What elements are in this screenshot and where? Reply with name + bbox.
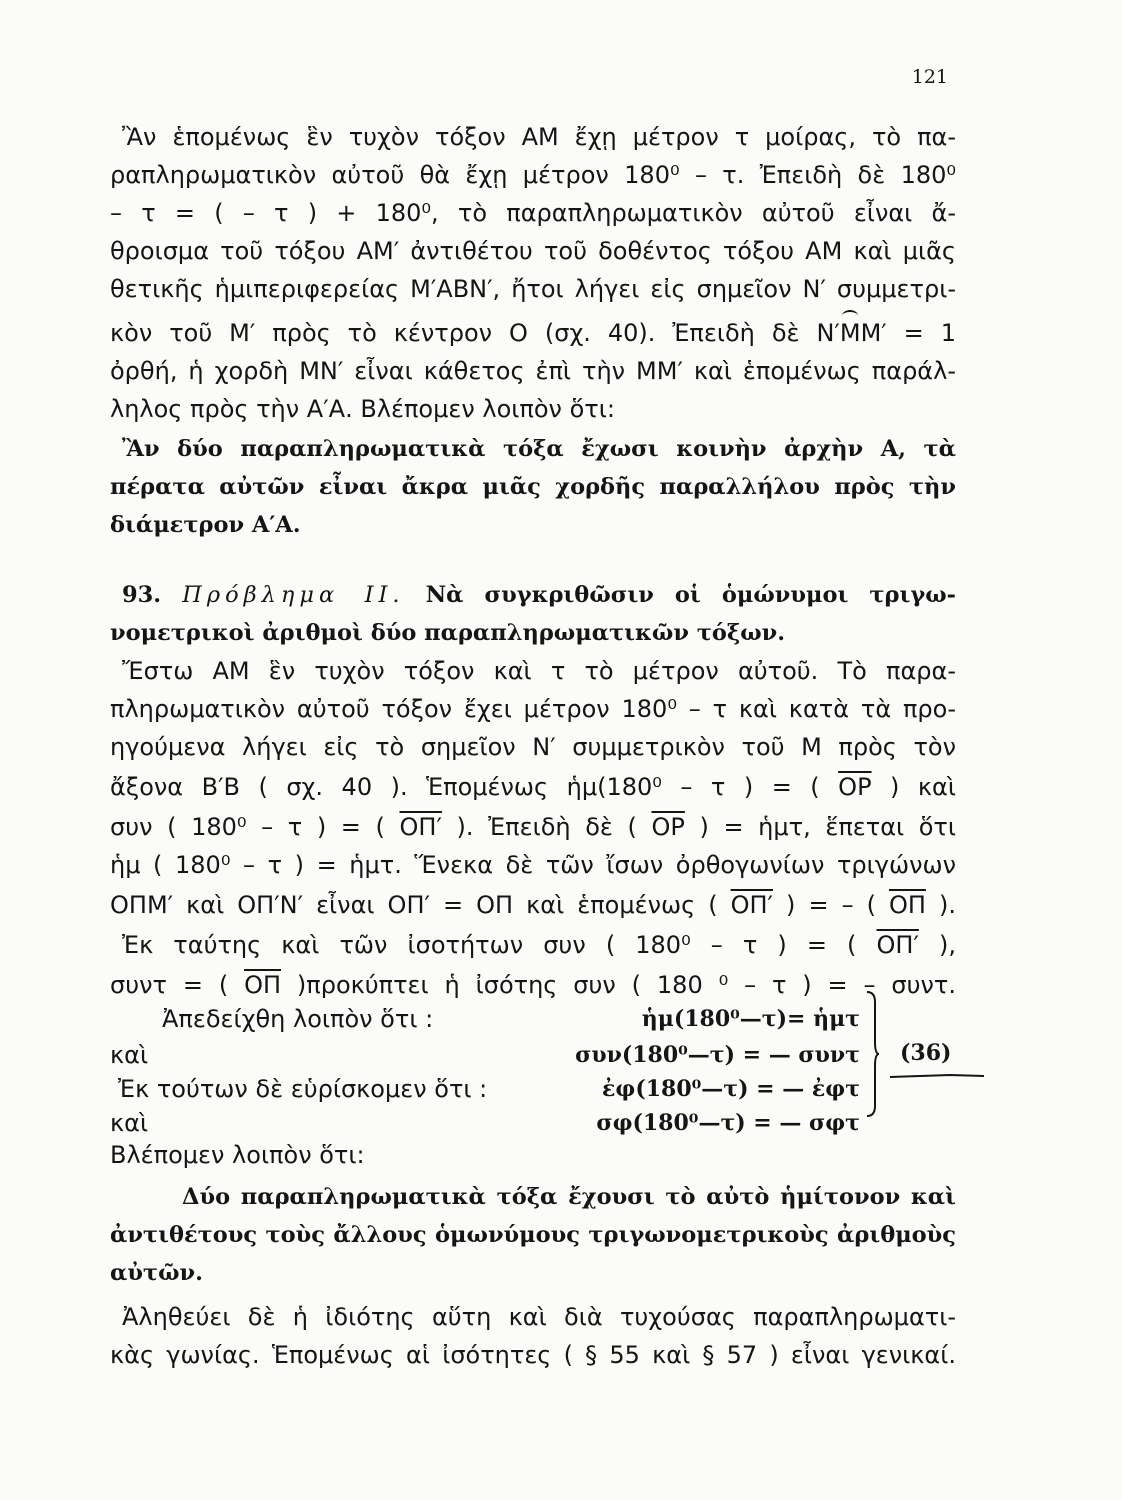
proof-text: πληρωματικὸν αὐτοῦ τόξον ἔχει μέτρον 180⁰ – τ καὶ κατὰ τὰ προ- — [110, 695, 956, 723]
summary-formula: ἐφ(180⁰—τ) = — ἐφτ — [602, 1076, 860, 1102]
paragraph1-line-pre: κὸν τοῦ Μ′ πρὸς τὸ κέντρον Ο (σχ. 40). Ἐπειδὴ δὲ — [110, 319, 817, 347]
proof-line — [110, 812, 956, 842]
proof-text: ) = ἡμτ, ἕπεται ὅτι — [684, 813, 957, 841]
summary-formula: ἡμ(180⁰—τ)= ἡμτ — [641, 1006, 860, 1032]
proof-text: ) καὶ — [871, 773, 956, 801]
overlined-segment: ΟΠ′ — [730, 891, 773, 919]
paragraph1-line: ληλος πρὸς τὴν Α′Α. Βλέπομεν λοιπὸν ὅτι: — [110, 395, 615, 423]
proof-line — [110, 772, 956, 802]
section-title-line1: Νὰ συγκριθῶσιν οἱ ὁμώνυμοι τριγω- — [425, 582, 957, 608]
paragraph1-line: Ἂν ἑπομένως ἓν τυχὸν τόξον ΑΜ ἔχῃ μέτρον τ μοίρας, τὸ πα- — [122, 123, 956, 151]
proof-text: ). — [925, 891, 956, 919]
summary-formula: σφ(180⁰—τ) = — σφτ — [596, 1110, 860, 1136]
section93-heading — [122, 580, 956, 610]
paragraph1-line-post: = 1 — [886, 319, 957, 347]
paragraph1-line-with-arc — [110, 318, 956, 348]
proof-line — [110, 850, 956, 880]
equation-underline — [890, 1074, 984, 1078]
final-paragraph-line: κὰς γωνίας. Ἑπομένως αἱ ἰσότητες ( § 55 καὶ § 57 ) εἶναι γενικαί. — [110, 1341, 956, 1369]
proof-text: )προκύπτει ἡ ἰσότης συν ( 180 ⁰ – τ ) = – συντ. — [281, 971, 957, 999]
summary-formula: συν(180⁰—τ) = — συντ — [575, 1042, 860, 1068]
theorem2-line: ἀντιθέτους τοὺς ἄλλους ὁμωνύμους τριγωνομετρικοὺς ἀριθμοὺς — [110, 1222, 956, 1248]
overlined-segment: ΟΠ′ — [399, 813, 442, 841]
final-paragraph-line: Ἀληθεύει δὲ ἡ ἰδιότης αὕτη καὶ διὰ τυχούσας παραπληρωματι- — [122, 1303, 956, 1331]
theorem2-line: Δύο παραπληρωματικὰ τόξα ἔχουσι τὸ αὐτὸ ἡμίτονον καὶ — [182, 1184, 956, 1210]
proof-text: ἄξονα Β′Β ( σχ. 40 ). Ἑπομένως ἡμ(180⁰ – τ ) = ( — [110, 773, 839, 801]
proof-line — [122, 656, 956, 686]
paragraph1-line: – τ = ( – τ ) + 180⁰, τὸ παραπληρωματικὸν αὐτοῦ εἶναι ἄ- — [110, 199, 956, 227]
overlined-segment: $\overline{OP}$ — [838, 773, 872, 801]
page-number: 121 — [911, 66, 948, 88]
proof-text: ), — [918, 931, 956, 959]
arc-notation: Ν′ΜΜ′ — [816, 319, 887, 347]
paragraph1-line: θετικῆς ἡμιπεριφερείας Μ′ΑΒΝ′, ἤτοι λήγει εἰς σημεῖον Ν′ συμμετρι- — [110, 275, 956, 303]
overlined-segment: ΟΠ′ — [876, 931, 919, 959]
proof-line — [110, 970, 956, 1000]
equation-number: (36) — [900, 1040, 952, 1066]
summary-label: καὶ — [110, 1109, 149, 1137]
proof-line — [122, 930, 956, 960]
proof-line — [110, 732, 956, 762]
proof-text: ΟΠΜ′ καὶ ΟΠ′Ν′ εἶναι ΟΠ′ = ΟΠ καὶ ἑπομένως ( — [110, 891, 731, 919]
proof-line — [110, 694, 956, 724]
proof-text: συν ( 180⁰ – τ ) = ( — [110, 813, 400, 841]
theorem1-line: διάμετρον Α′Α. — [110, 512, 301, 538]
paragraph1-line: ραπληρωματικὸν αὐτοῦ θὰ ἔχῃ μέτρον 180⁰ – τ. Ἐπειδὴ δὲ 180⁰ — [110, 161, 956, 189]
paragraph1-line: θροισμα τοῦ τόξου ΑΜ′ ἀντιθέτου τοῦ δοθέντος τόξου ΑΜ καὶ μιᾶς — [110, 237, 956, 265]
conclusion-intro: Βλέπομεν λοιπὸν ὅτι: — [110, 1141, 365, 1169]
theorem1-line: πέρατα αὐτῶν εἶναι ἄκρα μιᾶς χορδῆς παραλλήλου πρὸς τὴν — [110, 474, 956, 500]
proof-text: ηγούμενα λήγει εἰς τὸ σημεῖον Ν′ συμμετρικὸν τοῦ Μ πρὸς τὸν — [110, 733, 956, 761]
overlined-segment: $\overline{O\Pi}$ — [244, 971, 282, 999]
summary-label: καὶ — [110, 1041, 149, 1069]
summary-label: Ἀπεδείχθη λοιπὸν ὅτι : — [162, 1005, 434, 1033]
overlined-segment: $\overline{O\Pi}$ — [889, 891, 926, 919]
proof-text: Ἔστω ΑΜ ἓν τυχὸν τόξον καὶ τ τὸ μέτρον αὐτοῦ. Τὸ παρα- — [122, 657, 956, 685]
paragraph1-line: ὀρθή, ἡ χορδὴ ΜΝ′ εἶναι κάθετος ἐπὶ τὴν ΜΜ′ καὶ ἑπομένως παράλ- — [110, 357, 956, 385]
section-label: Πρόβλημα ΙΙ. — [182, 582, 405, 608]
proof-text: συντ = ( — [110, 971, 245, 999]
right-brace — [866, 990, 880, 1118]
overlined-segment: $\overline{OP}$ — [651, 813, 685, 841]
proof-line — [110, 890, 956, 920]
summary-label: Ἐκ τούτων δὲ εὑρίσκομεν ὅτι : — [118, 1075, 488, 1103]
proof-text: ). Ἐπειδὴ δὲ ( — [441, 813, 652, 841]
proof-text: ἡμ ( 180⁰ – τ ) = ἡμτ. Ἕνεκα δὲ τῶν ἴσων ὀρθογωνίων τριγώνων — [110, 851, 956, 879]
proof-text: Ἐκ ταύτης καὶ τῶν ἰσοτήτων συν ( 180⁰ – τ ) = ( — [122, 931, 877, 959]
section-title-line2: νομετρικοὶ ἀριθμοὶ δύο παραπληρωματικῶν τόξων. — [110, 620, 786, 646]
section-number: 93. — [122, 582, 162, 608]
theorem2-line: αὐτῶν. — [110, 1260, 203, 1286]
theorem1-line: Ἂν δύο παραπληρωματικὰ τόξα ἔχωσι κοινὴν ἀρχὴν Α, τὰ — [122, 436, 956, 462]
proof-text: ) = – ( — [773, 891, 890, 919]
